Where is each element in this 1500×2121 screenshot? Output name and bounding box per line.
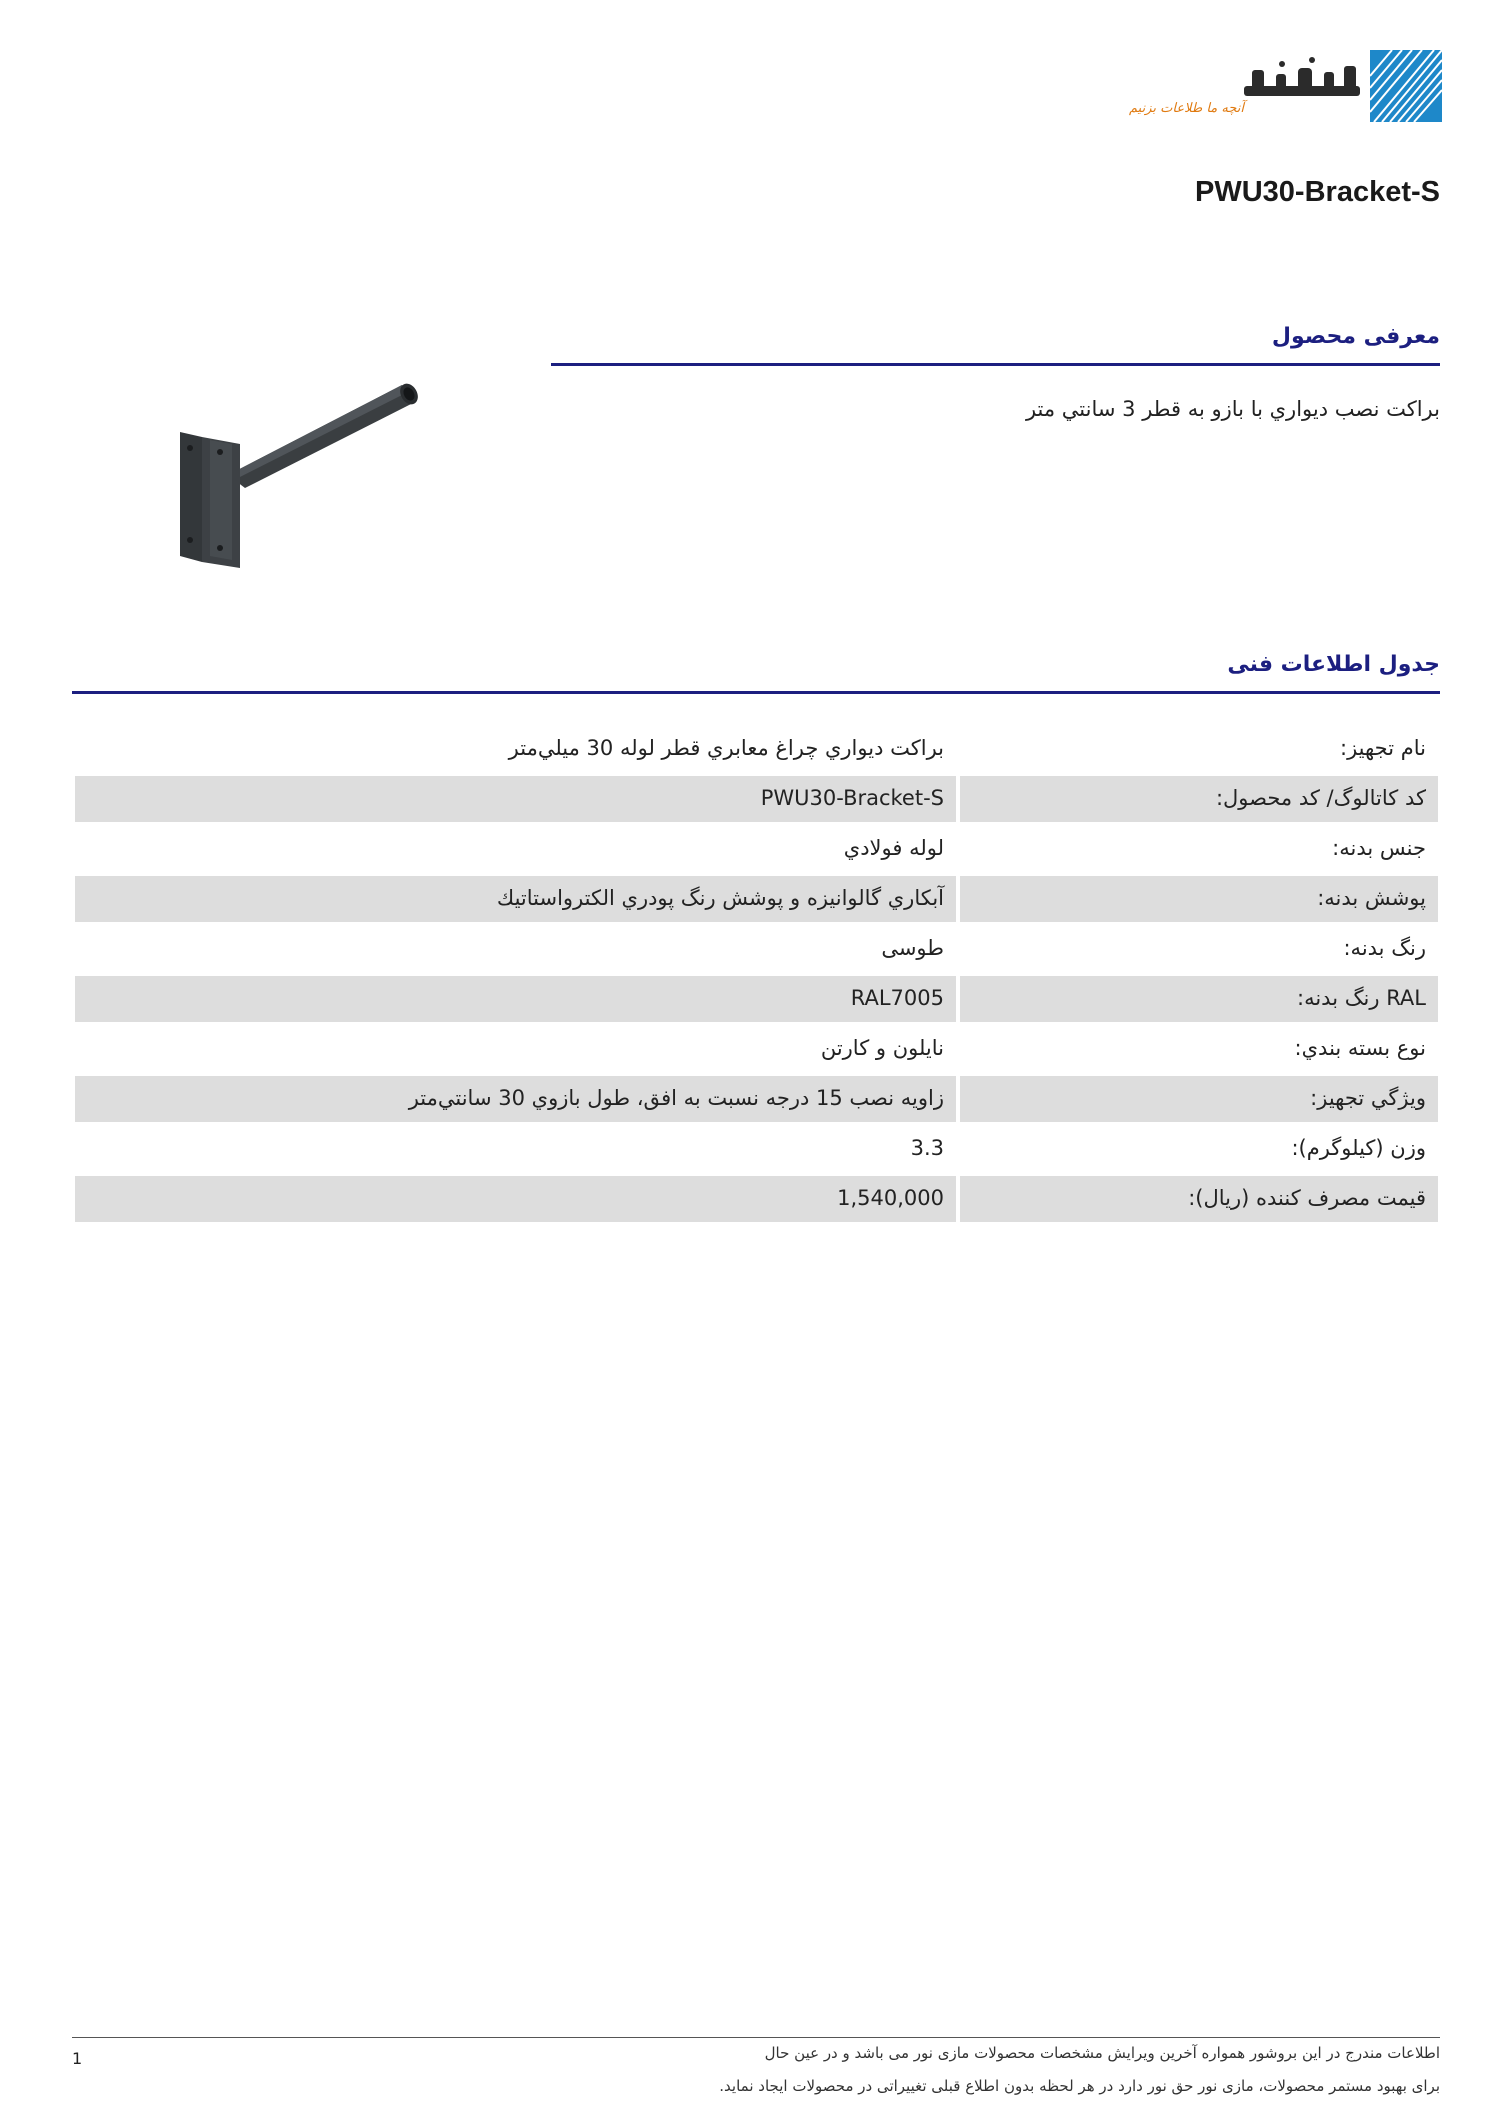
spec-value: 1,540,000 bbox=[75, 1176, 956, 1222]
spec-key: RAL رنگ بدنه: bbox=[960, 976, 1438, 1022]
table-row bbox=[75, 824, 1438, 874]
spec-key: پوشش بدنه: bbox=[960, 876, 1438, 922]
spec-key: ويژگي تجهيز: bbox=[960, 1076, 1438, 1122]
intro-section-title: معرفی محصول bbox=[1271, 324, 1440, 349]
brand-logo bbox=[1129, 50, 1442, 130]
table-row bbox=[75, 1024, 1438, 1074]
product-code-title: PWU30-Bracket-S bbox=[1195, 176, 1440, 208]
spec-value: طوسی bbox=[881, 936, 944, 960]
spec-key: نوع بسته بندي: bbox=[1294, 1036, 1426, 1060]
table-row bbox=[75, 1174, 1438, 1224]
table-row bbox=[75, 924, 1438, 974]
spec-key: وزن (کیلوگرم): bbox=[1291, 1136, 1426, 1160]
tech-section-title: جدول اطلاعات فنی bbox=[1227, 652, 1440, 677]
footer-divider bbox=[72, 2037, 1440, 2038]
spec-key: قیمت مصرف کننده (ریال): bbox=[960, 1176, 1438, 1222]
page-number: 1 bbox=[72, 2049, 83, 2068]
spec-table bbox=[75, 724, 1438, 1224]
spec-value: PWU30-Bracket-S bbox=[75, 776, 956, 822]
logo-slogan: آنچه ما طلاعات بزنیم bbox=[1129, 101, 1244, 116]
table-row bbox=[75, 874, 1438, 924]
tech-divider bbox=[72, 691, 1440, 694]
spec-value: زاويه نصب 15 درجه نسبت به افق، طول بازوي 30 سانتي‌متر bbox=[75, 1076, 956, 1122]
wall-bracket-product-image bbox=[170, 380, 440, 580]
spec-value: نايلون و كارتن bbox=[820, 1036, 944, 1060]
intro-divider bbox=[551, 363, 1440, 366]
spec-key: جنس بدنه: bbox=[1332, 836, 1426, 860]
intro-description: براكت نصب ديواري با بازو به قطر 3 سانتي متر bbox=[1025, 397, 1440, 421]
spec-key: کد کاتالوگ/ کد محصول: bbox=[960, 776, 1438, 822]
table-row bbox=[75, 774, 1438, 824]
table-row bbox=[75, 1124, 1438, 1174]
spec-value: لوله فولادي bbox=[843, 836, 944, 860]
spec-key: رنگ بدنه: bbox=[1343, 936, 1426, 960]
footer-disclaimer-line-1: اطلاعات مندرج در این بروشور همواره آخرین ویرایش مشخصات محصولات مازی نور می باشد و در عین حال bbox=[764, 2044, 1440, 2062]
mazinoor-logo-icon bbox=[1129, 50, 1442, 130]
spec-value: براكت ديواري چراغ معابري قطر لوله 30 ميلي‌متر bbox=[508, 736, 944, 760]
footer-disclaimer-line-2: برای بهبود مستمر محصولات، مازی نور حق نور دارد در هر لحظه بدون اطلاع قبلی تغییراتی در محصولات ایجاد نماید. bbox=[719, 2077, 1440, 2095]
table-row bbox=[75, 1074, 1438, 1124]
spec-value: 3.3 bbox=[910, 1136, 944, 1160]
table-row bbox=[75, 724, 1438, 774]
spec-value: RAL7005 bbox=[75, 976, 956, 1022]
table-row bbox=[75, 974, 1438, 1024]
spec-value: آبكاري گالوانيزه و پوشش رنگ پودري الكترواستاتيك bbox=[75, 876, 956, 922]
spec-key: نام تجهيز: bbox=[1340, 736, 1426, 760]
